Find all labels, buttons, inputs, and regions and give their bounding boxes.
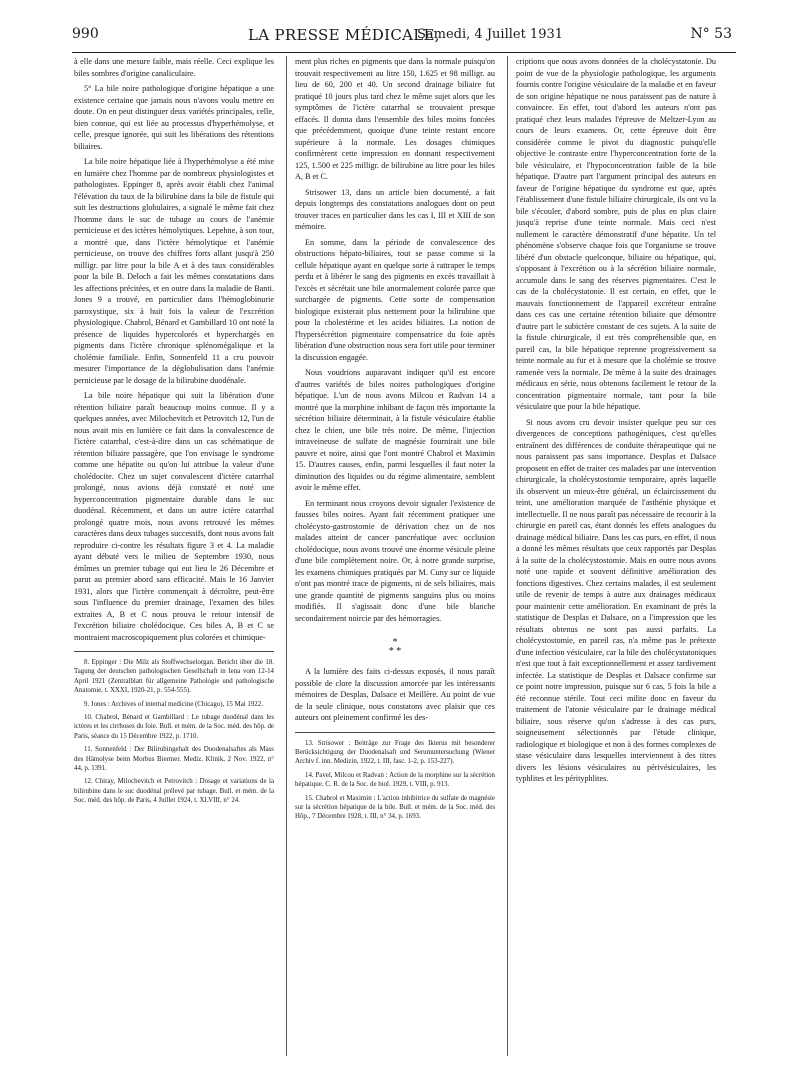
separator-stars-bottom: * *: [388, 646, 402, 657]
column-divider: [286, 56, 287, 1056]
paragraph: Strisower 13, dans un article bien documenté, a fait depuis longtemps des constatations analogues dont on peut trouver traces en particulier dans les cas I, III et XIII de son mémoire.: [295, 187, 495, 231]
paragraph: Si nous avons cru devoir insister quelque peu sur ces divergences de conceptions pathogéniques, c'est qu'elles entraînent des différences de conduite thérapeutique qui ne nous paraissent pas sans importance. Desplas et Dalsace proposent en effet de traiter ces malades par une intervention chirurgicale, la cholécystostomie temporaire, après laquelle ils observent un mieux-être général, un éclaircissement du teint, une amélioration marquée de l'asthénie physique et intellectuelle. Il ne nous paraît pas nécessaire de recourir à la chirurgie en pareil cas, étant donnés les effets analogues du drainage médical biliaire. Dans les cas purs, en effet, il nous a donné les mêmes résultats que ceux rapportés par Desplas à la suite de la cholécystostomie. Mais en outre nous avons noté une rapide et souvent définitive amélioration des fonctions digestives. Chez certains malades, il est seulement utile de revenir de temps à autre aux drainages médicaux pour maintenir cette amélioration. En examinant de près la statistique de Desplas et Dalsace, on a l'impression que les résultats obtenus ne sont pas aussi parfaits. La cholécystostomie, en pareil cas, n'a même pas le prétexte d'une infection vésiculaire, car la bile des cholécystatoniques n'est que tout à fait exceptionnellement et assez tardivement infectée. La statistique de Desplas et Dalsace confirme sur ce point notre impression, puisque sur 6 cas, 5 fois la bile a été reconnue stérile. Tout ceci milite donc en faveur du traitement de l'atonie vésiculaire par le drainage médical biliaire, sous réserve qu'on s'adresse à des cas purs, soigneusement sélectionnés par l'étude clinique, radiologique et biologique et non à des formes complexes de stase vésiculaire dans lesquelles interviennent à des titres divers les lésions vésiculaires ou périvésiculaires, les typhlites et les pérityphlites.: [516, 417, 716, 783]
paragraph: A la lumière des faits ci-dessus exposés, il nous paraît possible de clore la discussion amorcée par les intéressants mémoires de Desplas, Dalsace et Meillère. Au point de vue de la seule clinique, nous constatons avec plaisir que ces auteurs ont pleinement confirmé les des-: [295, 667, 495, 722]
footnote: 11. Sonnenfeld : Der Bilirubingehalt des Duodenalsaftes als Mass des Hämolyse beim Morbus Biermer. Mediz. Klinik, 2 Nov. 1922, n° 44, p. 1391.: [74, 746, 274, 773]
footnote: 8. Eppinger : Die Milz als Stoffwechselorgan. Bericht über die 18. Tagung der deutschen pathologischen Gesellschaft in Iena vom 12-14 April 1921 (Zentralblatt für allgemeine Pathologie und pathologische Anatomie, t. XXXI, 1920-21, p. 554-555).: [74, 659, 274, 695]
paragraph: ment plus riches en pigments que dans la normale puisqu'on trouvait respectivement au litre 150, 1.625 et 98 milligr. au lieu de 60, 200 et 40. Un second drainage biliaire fut pratiqué 10 jours plus tard chez le même sujet alors que les symptômes de l'ictère catarrhal se trouvaient presque effacés. Il donna dans l'ensemble des biles moins foncées que précédemment, quoique d'une teinte restant encore supérieure à la normale. Les dosages chimiques confirmèrent cette impression en donnant respectivement 125, 1.500 et 225 milligr. de bilirubine au litre pour les biles A, B et C.: [295, 57, 495, 181]
page-number: 990: [72, 26, 99, 42]
section-separator: [295, 638, 495, 656]
paragraph: En terminant nous croyons devoir signaler l'existence de fausses biles noires. Ayant fait récemment pratiquer une cholécysto-gastrostomie de dérivation chez un de nos malades atteint de cancer pancréatique avec occlusion cholédocique, nous avons trouvé une énorme vésicule pleine d'une bile complètement noire. Or, à notre grande surprise, les examens chimiques pratiqués par M. Cuny sur ce liquide n'ont pas montré trace de pigments, ni de sels biliaires, mais une grande quantité de pigments sanguins plus ou moins modifiés. Il s'agissait donc d'une bile blanche secondairement noircie par des hémorragies.: [295, 498, 495, 623]
paragraph: En somme, dans la période de convalescence des obstructions hépato-biliaires, tout se passe comme si la cellule hépatique ayant en quelque sorte à rattraper le temps perdu et à libérer le sang des pigments en excès travaillait à l'excès et sécrétait une bile anormalement colorée parce que surchargée de pigments. Cette sorte de compensation biologique existerait plus nettement pour la bilirubine que pour la cholestérine et les acides biliaires. La notion de l'hypersécrétion pigmentaire compensatrice du foie après libération d'une obstruction nous sera fort utile pour terminer la discussion engagée.: [295, 237, 495, 362]
paragraph: 5° La bile noire pathologique d'origine hépatique a une existence certaine que jamais nous n'avons voulu mettre en doute. On en peut distinguer deux variétés principales, celle, bien connue, qui est liée au processus d'hyperhémolyse, et celle, presque ignorée, qui suit les libérations des rétentions biliaires.: [74, 84, 274, 151]
issue-number: N° 53: [690, 26, 732, 42]
paragraph: La bile noire hépatique qui suit la libération d'une rétention biliaire paraît beaucoup moins connue. Il y a quelques années, avec Milochevitch et Petrovitch 12, l'un de nous avait mis en lumière ce fait dans la convalescence de l'ictère catarrhal, c'est-à-dire dans un cas schématique de rétention biliaire passagère, que l'on envisage le syndrome comme une hépatite ou qu'on lui attribue la valeur d'une cholédocite. Chez un sujet convalescent d'ictère catarrhal prolongé, nous avions déjà constaté et noté une hyperconcentration pigmentaire durable dans le suc duodénal. Récemment, et dans un autre ictère catarrhal prolongé quatre mois, nous avons retrouvé les mêmes caractères dans deux tubages successifs, dont nous avons fait reproduire ci-contre les résultats figure 3 et 4. La maladie ayant débuté vers le milieu de Septembre 1930, nous émîmes un premier tubage qui eut lieu le 26 Décembre et parut au premier abord sans efficacité. Mais le 16 Janvier 1931, alors que l'ictère commençait à décroître, peut-être sous l'influence du premier drainage, l'examen des biles extraites A, B et C nous prouva le retour intensif de l'excrétion biliaire cholédocique. Ces biles A, B et C se montraient macroscopiquement plus colorées et chimique-: [74, 391, 274, 642]
journal-title: LA PRESSE MÉDICALE,: [248, 26, 440, 44]
footnote: 10. Chabrol, Bénard et Gambillard : Le tubage duodénal dans les ictères et les cirrhoses du foie. Bull. et mém. de la Soc. méd. des hôp. de Paris, séance du 15 Décembre 1922, p. 1710.: [74, 714, 274, 740]
paragraph: à elle dans une mesure faible, mais réelle. Ceci explique les biles sombres d'origine canaliculaire.: [74, 57, 274, 78]
footnote: 9. Jones : Archives of internal medicine (Chicago), 15 Mai 1922.: [84, 700, 263, 708]
paragraph: criptions que nous avons données de la cholécystatonie. Du point de vue de la physiologie pathologique, les arguments fournis contre l'origine vésiculaire de la maladie et en faveur de son origine hépatique ne nous paraissent pas de nature à convaincre. En effet, tout d'abord les auteurs n'ont pas pratiqué chez leurs malades l'épreuve de Meltzer-Lyon au cours de leurs examens. Or, cette épreuve doit être considérée comme le pivot du diagnostic puisqu'elle objective le contraste entre l'hyperconcentration forte de la bile vésiculaire, et l'hypoconcentration faible de la bile hépatique. D'autre part l'argument principal des auteurs en faveur de l'origine hépatique du syndrome est que, après l'établissement d'une fistule biliaire chirurgicale, ils ont vu la bile s'écouler, d'abord sombre, puis de plus en plus claire jusqu'à reprise d'une teinte normale. Mais ceci n'est nullement le caractère démonstratif d'une hépatite. Un tel phénomène s'observe chaque fois que l'organisme se trouve libéré d'un obstacle quelconque, biliaire ou hépatique, qui, s'opposant à l'excrétion ou à la sécrétion biliaire normale, accumule dans le sang des réserves pigmentaires. C'est le cas de la cholécystatonie. Il est certain, en effet, que le mauvais fonctionnement de l'appareil excréteur entraîne dans ces cas une certaine rétention biliaire que démontre d'autre part le subictère constant de ces sujets. A la suite de la fistule chirurgicale, il est très compréhensible que, en pareil cas, la bile hépatique reprenne progressivement sa teinte normale au fur et à mesure que la cholémie se trouve ramenée vers la normale. De même à la suite des drainages médicaux en série, nous obtenons facilement le retour de la concentration pigmentaire normale, tant pour la bile vésiculaire que pour la bile hépatique.: [516, 57, 716, 411]
page-header: [72, 26, 732, 46]
footnote: 13. Strisower : Beiträge zur Frage des Ikterus mit besonderer Berücksichtigung der Duodenalsaft und Serumuntersuchung (Wiener Archiv f. inn. Medizin, 1922, t. III, fasc. 1-2, p. 153-227).: [295, 739, 495, 766]
column-2: [295, 56, 495, 1066]
footnote: 15. Chabrol et Maximin : L'action inhibitrice du sulfate de magnésie sur la sécrétion hépatique de la bile. Bull. et mém. de la Soc. méd. des Hôp., 7 Décembre 1928, t. III, n° 34, p. 1693.: [295, 794, 495, 821]
footnote-rule: [74, 651, 274, 652]
issue-date: Samedi, 4 Juillet 1931: [417, 27, 564, 42]
paragraph: Nous voudrions auparavant indiquer qu'il est encore d'autres variétés de biles noires pathologiques d'origine hépatique. L'un de nous avons Milcou et Radvan 14 a montré que la morphine inhibant de façon très importante la sécrétion biliaire déterminait, à la fistule vésiculaire établie chez le chien, une bile très noire. De même, l'injection intraveineuse de sulfate de magnésie fournirait une bile pauvre et noire, ainsi que l'ont montré Chabrol et Maximin 15. D'autres causes, enfin, parmi lesquelles il faut noter la diminution des liquides ou du régime alimentaire, semblent avoir le même effet.: [295, 368, 495, 492]
column-divider: [507, 56, 508, 1056]
column-3: [516, 56, 716, 1066]
footnote-rule: [295, 732, 495, 733]
footnote: 12. Chiray, Milochevitch et Petrovitch : Dosage et variations de la bilirubine dans le suc duodénal prélevé par tubage. Bull. et mém. de la Soc. méd. des hôp. de Paris, 4 Juillet 1924, t. XLVIII, n° 24.: [74, 778, 274, 805]
paragraph: La bile noire hépatique liée à l'hyperhémolyse a été mise en lumière chez l'homme par de nombreux physiologistes et pathologistes. Eppinger 8, après avoir établi chez l'animal l'élévation du taux de la bilirubine dans la bile de fistule qui suit les destructions globulaires, a signalé le même fait chez l'homme dans le suc de tubage au cours de l'anémie pernicieuse et des ictères hémolytiques. Lepehne, à son tour, a montré que, dans l'ictère hémolytique et l'anémie pernicieuse, on trouve des chiffres forts allant jusqu'à 250 milligr. par litre pour la bile A et à des taux considérables pour la bile B. Deloch a fait les mêmes constatations dans les affections précitées, et en outre dans la maladie de Banti. Jones 9 a trouvé, en particulier dans l'hémoglobinurie paroxystique, six à huit fois la valeur de l'excrétion physiologique. Chabrol, Bénard et Gambillard 10 ont noté la présence de liquides hypercolorés et hyperchargés en pigments dans l'ictère chronique splénomégalique et la cholémie familiale. Enfin, Sonnenfeld 11 a cru pouvoir mesurer l'importance de la déglobulisation dans l'anémie pernicieuse par le dosage de la bilirubine duodénale.: [74, 157, 274, 385]
column-1: [74, 56, 274, 1066]
separator-star-top: *: [392, 637, 398, 648]
header-rule: [72, 52, 736, 53]
footnote: 14. Pavel, Milcou et Radvan : Action de la morphine sur la sécrétion hépatique. C. R. de la Soc. de biol. 1929, t. VIII, p. 913.: [295, 771, 495, 789]
